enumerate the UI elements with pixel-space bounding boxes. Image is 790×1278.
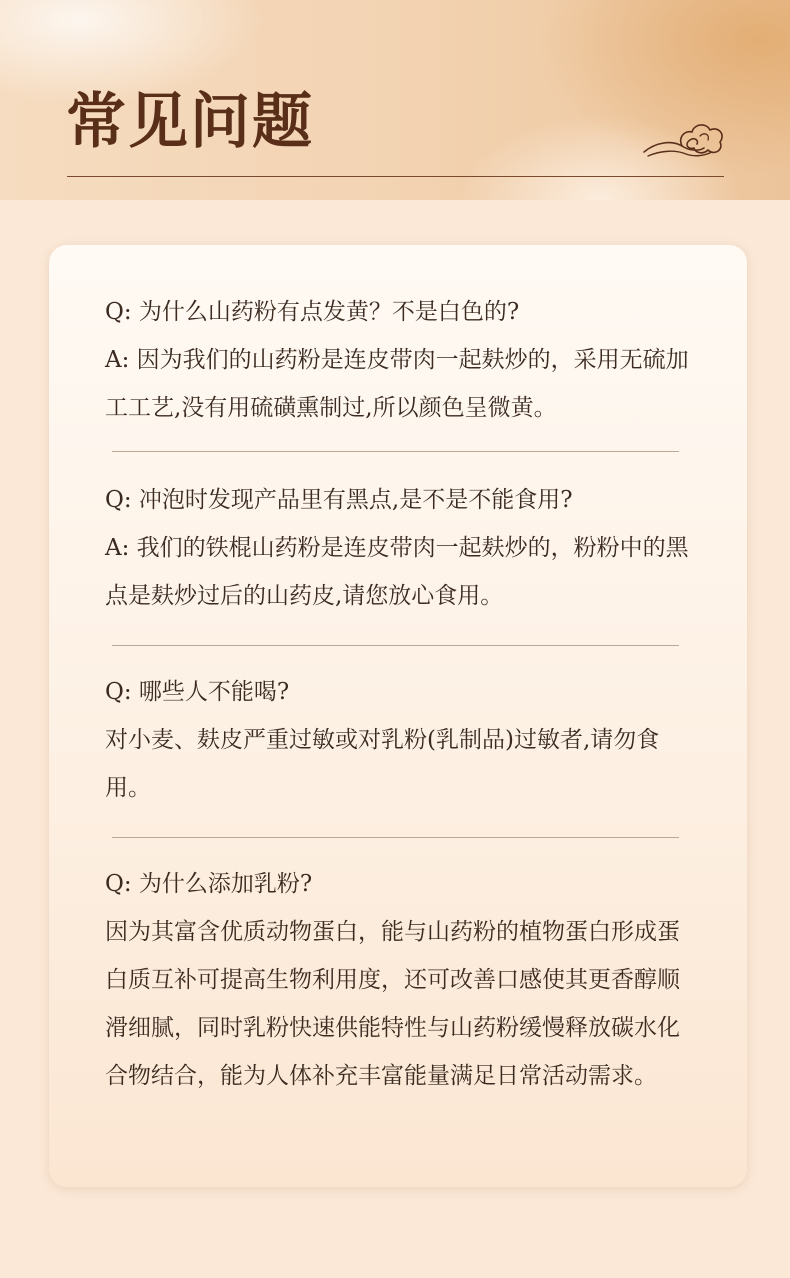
- faq-divider: [112, 645, 679, 646]
- faq-answer: A: 因为我们的山药粉是连皮带肉一起麸炒的，采用无硫加工工艺,没有用硫磺熏制过,所以颜色呈微黄。: [105, 347, 689, 421]
- faq-answer: 对小麦、麸皮严重过敏或对乳粉(乳制品)过敏者,请勿食用。: [105, 727, 660, 801]
- faq-question: Q: 为什么添加乳粉?: [105, 871, 313, 897]
- faq-item: [105, 668, 701, 812]
- faq-question: Q: 哪些人不能喝?: [105, 679, 290, 705]
- header-banner: [0, 0, 790, 200]
- faq-question: Q: 为什么山药粉有点发黄？不是白色的?: [105, 299, 520, 325]
- faq-card: [49, 245, 747, 1187]
- faq-question: Q: 冲泡时发现产品里有黑点,是不是不能食用?: [105, 487, 573, 513]
- faq-divider: [112, 837, 679, 838]
- faq-item: [105, 476, 701, 620]
- faq-item: [105, 288, 701, 432]
- auspicious-cloud-icon: [642, 120, 726, 160]
- faq-item: [105, 860, 701, 1100]
- faq-divider: [112, 451, 679, 452]
- faq-answer: A: 我们的铁棍山药粉是连皮带肉一起麸炒的，粉粉中的黑点是麸炒过后的山药皮,请您放心食用。: [105, 535, 689, 609]
- faq-answer: 因为其富含优质动物蛋白，能与山药粉的植物蛋白形成蛋白质互补可提高生物利用度，还可改善口感使其更香醇顺滑细腻，同时乳粉快速供能特性与山药粉缓慢释放碳水化合物结合，能为人体补充丰富能量满足日常活动需求。: [105, 919, 680, 1089]
- header-divider: [67, 176, 724, 177]
- page-title: 常见问题: [66, 87, 314, 157]
